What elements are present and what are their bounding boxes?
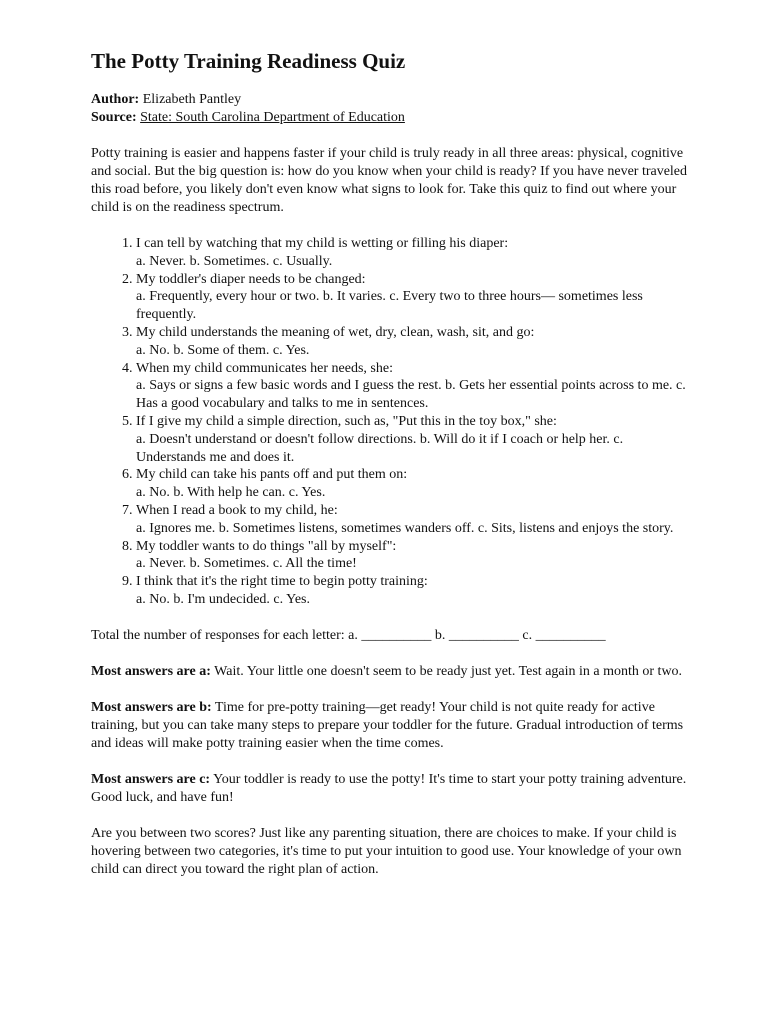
question-item: [136, 360, 691, 413]
question-text: 2. My toddler's diaper needs to be changed:: [136, 271, 366, 287]
question-text: 3. My child understands the meaning of wet, dry, clean, wash, sit, and go:: [136, 324, 535, 340]
source-link[interactable]: State: South Carolina Department of Education: [140, 110, 405, 125]
answer-options: a. No. b. I'm undecided. c. Yes.: [136, 591, 310, 607]
result-b-lead: Most answers are b:: [91, 699, 212, 715]
result-c: [91, 771, 691, 807]
answer-options: a. Says or signs a few basic words and I guess the rest. b. Gets her essential points across to me. c. Has a good vocabulary and talks to me in sentences.: [136, 378, 686, 412]
source-label: Source:: [91, 110, 137, 125]
result-a-text: Wait. Your little one doesn't seem to be ready just yet. Test again in a month or two.: [210, 663, 683, 679]
author-line: [91, 91, 691, 109]
question-item: [136, 573, 691, 609]
question-item: [136, 466, 691, 502]
tally-line: Total the number of responses for each letter: a. __________ b. __________ c. __________: [91, 627, 606, 643]
question-item: [136, 271, 691, 324]
result-a: [91, 663, 691, 681]
author-name: Elizabeth Pantley: [142, 92, 242, 107]
answer-options: a. Doesn't understand or doesn't follow directions. b. Will do it if I coach or help her. c. Understands me and does it.: [136, 431, 624, 465]
question-item: [136, 538, 691, 574]
intro-paragraph: Potty training is easier and happens faster if your child is truly ready in all three areas: physical, cognitive and social. But the big question is: how do you know when your child is ready? If you have never traveled this road before, you likely don't even know what signs to look for. Take this quiz to find out where your child is on the readiness spectrum.: [91, 146, 688, 215]
closing-paragraph: Are you between two scores? Just like any parenting situation, there are choices to make. If your child is hovering between two categories, it's time to put your intuition to good use. Your knowledge of your own child can direct you toward the right plan of action.: [91, 825, 682, 877]
result-c-text: Your toddler is ready to use the potty! It's time to start your potty training adventure. Good luck, and have fun!: [91, 771, 687, 805]
question-text: 7. When I read a book to my child, he:: [136, 502, 338, 518]
question-item: [136, 502, 691, 538]
question-item: [136, 324, 691, 360]
question-text: 6. My child can take his pants off and put them on:: [136, 467, 408, 483]
question-item: [136, 235, 691, 271]
answer-options: a. Never. b. Sometimes. c. All the time!: [136, 556, 357, 572]
result-c-lead: Most answers are c:: [91, 771, 211, 787]
question-text: 5. If I give my child a simple direction, such as, "Put this in the toy box," she:: [136, 413, 557, 429]
question-item: [136, 413, 691, 466]
question-list: [91, 235, 691, 609]
answer-options: a. Never. b. Sometimes. c. Usually.: [136, 253, 333, 269]
answer-options: a. Frequently, every hour or two. b. It varies. c. Every two to three hours— sometimes less frequently.: [136, 289, 643, 323]
question-text: 8. My toddler wants to do things "all by myself":: [136, 538, 397, 554]
question-text: 1. I can tell by watching that my child is wetting or filling his diaper:: [136, 236, 509, 251]
answer-options: a. No. b. With help he can. c. Yes.: [136, 485, 326, 501]
document-page: [91, 47, 691, 879]
source-line: [91, 109, 691, 127]
answer-options: a. No. b. Some of them. c. Yes.: [136, 342, 310, 358]
document-meta: [91, 91, 691, 127]
result-b-text: Time for pre-potty training—get ready! Your child is not quite ready for active training, but you can take many steps to prepare your toddler for the future. Gradual introduction of terms and ideas will make potty training easier when the time comes.: [91, 699, 684, 751]
author-label: Author:: [91, 92, 140, 107]
question-text: 4. When my child communicates her needs, she:: [136, 360, 393, 376]
answer-options: a. Ignores me. b. Sometimes listens, sometimes wanders off. c. Sits, listens and enjoys the story.: [136, 520, 674, 536]
page-title: The Potty Training Readiness Quiz: [91, 49, 406, 73]
result-b: [91, 699, 691, 753]
question-text: 9. I think that it's the right time to begin potty training:: [136, 574, 428, 590]
result-a-lead: Most answers are a:: [91, 663, 211, 679]
